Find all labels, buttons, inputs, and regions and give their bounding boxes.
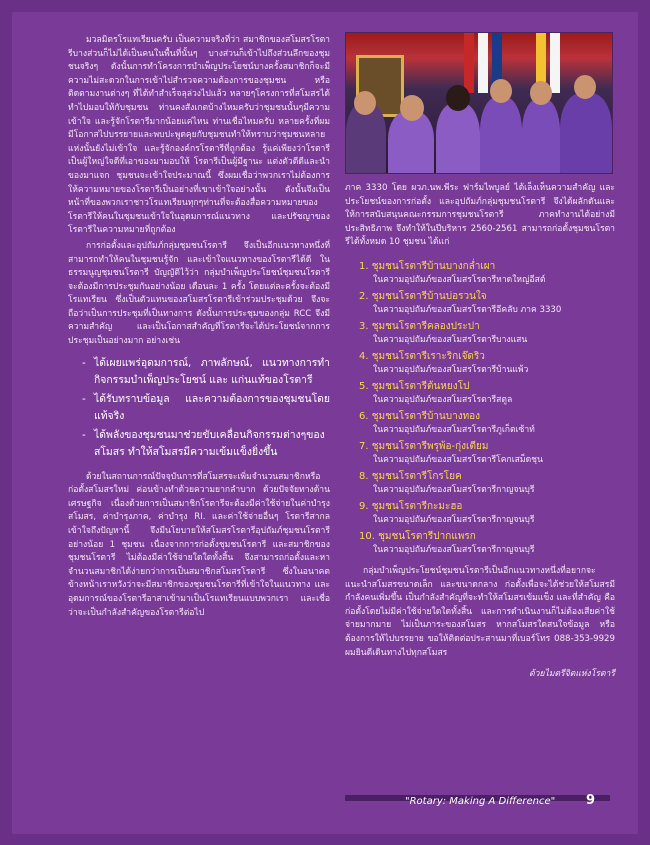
footer-tagline: "Rotary: Making A Difference" [405,796,556,807]
signature: ด้วยไมตรีจิตแห่งโรตารี [529,669,615,680]
club-name: 9. ชุมชนโรตารีกะมะฮอ [359,500,463,512]
club-list-item [345,380,615,407]
benefits-list [68,355,330,461]
club-list-item [345,320,615,347]
person-figure [436,103,480,174]
magazine-page [12,12,638,834]
club-list-item [345,470,615,497]
rcc-paragraph: การก่อตั้งและอุปถัมภ์กลุ่มชุมชนโรตารี จึงเป็นอีกแนวทางหนึ่งที่สามารถทำให้คนในชุมชนรู้จัก และเข้าใจแนวทางของโรตารีได้ดี ในธรรมนูญชุมชนโรตารี บัญญัติไว้ว่า กลุ่มบำเพ็ญประโยชน์ชุมชนโรตารี จะต้องมีการประชุมกันอย่างน้อย เดือนละ 1 ครั้ง โดยแต่ละครั้งจะต้องมีโรแทเรียน ซึ่งเป็นตัวแทนของสโมสรโรตารีเข้าร่วมประชุมด้วย จึงจะถือว่าเป็นการประชุมที่เป็นทางการ ดังนั้นการประชุมของกลุ่ม RCC จึงมีความสำคัญ และเป็นโอกาสสำคัญที่โรตารีจะได้ประโยชน์จากการประชุมเป็นอย่างมาก อย่างเช่น [68,240,330,347]
club-name: 7. ชุมชนโรตารีพรุพ้อ-กุ่งเตียม [359,440,489,452]
benefit-item: - ได้เผยแพร่อุดมการณ์, ภาพลักษณ์, แนวทางการทำกิจกรรมบำเพ็ญประโยชน์ และ แก่นแท้ของโรตารี [82,355,330,389]
club-list-item [345,440,615,467]
club-list-item [345,410,615,437]
person-head [400,95,424,121]
left-column [68,34,330,622]
club-sponsor: ในความอุปถัมภ์ของสโมสรโรตารีโคกเสม็ดชุน [373,454,543,465]
club-sponsor: ในความอุปถัมภ์ของสโมสรโรตารีภูเก็ตเซ้าท์ [373,424,535,435]
person-head [530,81,552,105]
club-name: 5. ชุมชนโรตารีต้นหยงโป [359,380,470,392]
club-sponsor: ในความอุปถัมภ์ของสโมสรโรตารีกาญจนบุรี [373,544,535,555]
club-name: 2. ชุมชนโรตารีบ้านบ่อรวนใจ [359,290,487,302]
club-sponsor: ในความอุปถัมภ์ของสโมสรโรตารีบ้านแพ้ว [373,364,529,375]
club-list-item [345,290,615,317]
flag-shape [464,33,474,93]
club-name: 1. ชุมชนโรตารีบ้านบางกล่ำเผา [359,260,496,272]
club-name: 10. ชุมชนโรตารีปากแพรก [359,530,476,542]
person-figure [522,99,560,174]
group-photo [345,32,613,174]
flag-shape [478,33,488,93]
page-number: 9 [586,793,596,808]
club-list-item [345,530,615,557]
club-sponsor: ในความอุปถัมภ์ของสโมสรโรตารีอีคลับ ภาค 3330 [373,304,562,315]
club-sponsor: ในความอุปถัมภ์ของสโมสรโรตารีหาดใหญ่อีสต์ [373,274,546,285]
right-column [345,32,615,680]
club-name: 3. ชุมชนโรตารีคลองประปา [359,320,480,332]
person-head [446,85,470,111]
club-list-item [345,500,615,527]
club-name: 6. ชุมชนโรตารีบ้านบางทอง [359,410,481,422]
community-club-list [345,260,615,557]
person-head [574,75,596,99]
person-head [354,91,376,115]
intro-paragraph: มวลมิตรโรแทเรียนครับ เป็นความจริงที่ว่า สมาชิกของสโมสรโรตารีบางส่วนก็ไม่ได้เป็นคนในพื้นที่นั้นๆ บางส่วนก็เข้าไปถึงส่วนลึกของชุมชนจริงๆ ดังนั้นการทำโครงการบำเพ็ญประโยชน์บางครั้งสมาชิกก็จะมีความไม่สะดวกในการเข้าไปสำรวจความต้องการของชุมชน หรือติดตามงานต่างๆ ที่ได้ทำสำเร็จลุล่วงไปแล้ว หลายๆโครงการที่สโมสรได้ทำไปมอบให้กับชุมชน ท่านคงสังเกตบ้างไหมครับว่าชุมชนนั้นๆมีความเข้าใจ และรู้จักโรตารีมากน้อยแค่ไหน ท่านเชื่อไหมครับ หลายครั้งที่ผมมีโอกาสไปบรรยายและพบปะพูดคุยกับชุมชนทำให้ทราบว่าชุมชนหลายแห่งนั้นยังไม่เข้าใจ และรู้จักองค์กรโรตารีที่ถูกต้อง รู้แค่เพียงว่าโรตารีเป็นผู้ใหญ่ใจดีที่เอาของมามอบให้ โรตารีเป็นผู้มีฐานะ แต่งตัวดีดีและนำของมาแจก ชุมชนจะเข้าใจประมาณนี้ ซึ่งผมเชื่อว่าพวกเราไม่ต้องการให้ความหมายของโรตารีเป็นอย่างที่เขาเข้าใจอย่างนั้น ดังนั้นจึงเป็นหน้าที่ของพวกเราชาวโรแทเรียนทุกๆท่านที่จะต้องสื่อความหมายของโรตารีให้คนในชุมชนเข้าใจในอุดมการณ์แนวทาง และปรัชญาของโรตารีในความหมายที่ถูกต้อง [68,35,330,236]
club-name: 8. ชุมชนโรตารีโกรโยค [359,470,462,482]
person-figure [560,93,612,174]
benefit-item: - ได้พลังของชุมชนมาช่วยขับเคลื่อนกิจกรรมต่างๆของสโมสร ทำให้สโมสรมีความเข้มแข็งยิ่งขึ้น [82,427,330,461]
person-figure [480,97,522,174]
benefit-item: - ได้รับทราบข้อมูล และความต้องการของชุมชนโดยแท้จริง [82,391,330,425]
club-name: 4. ชุมชนโรตารีเราะริกเจ๊ดริว [359,350,485,362]
club-list-item [345,260,615,287]
person-head [490,79,512,103]
club-sponsor: ในความอุปถัมภ์ของสโมสรโรตารีสตูล [373,394,513,405]
club-sponsor: ในความอุปถัมภ์ของสโมสรโรตารีกาญจนบุรี [373,484,535,495]
club-sponsor: ในความอุปถัมภ์ของสโมสรโรตารีบางแสน [373,334,528,345]
district-paragraph: ภาค 3330 โดย ผวภ.นพ.พีระ ฟาร์มไพบูลย์ ได้เล็งเห็นความสำคัญ และประโยชน์ของการก่อตั้ง และอุปถัมภ์กลุ่มชุมชนโรตารี จึงได้ผลักดันและให้การสนับสนุนคณะกรรมการชุมชนโรตารี ภาคทำงานได้อย่างมีประสิทธิภาพ จึงทำให้ในปีบริหาร 2560-2561 สามารถก่อตั้งชุมชนโรตารีได้ทั้งหมด 10 ชุมชน ได้แก่ [345,183,615,248]
flag-shape [550,33,560,93]
membership-paragraph: ด้วยในสถานการณ์ปัจจุบันการที่สโมสรจะเพิ่มจำนวนสมาชิกหรือก่อตั้งสโมสรใหม่ ค่อนข้างทำด้วยความยากลำบาก ด้วยปัจจัยทางด้านเศรษฐกิจ เนื่องด้วยการเป็นสมาชิกโรตารีจะต้องมีค่าใช้จ่ายในค่าบำรุงสโมสร, ค่าบำรุงภาค, ค่าบำรุง RI. และค่าใช้จ่ายอื่นๆ โรตารีสากลเข้าใจถึงปัญหานี้ จึงมีนโยบายให้สโมสรโรตารีอุปถัมภ์ชุมชนโรตารี อย่างน้อย 1 ชุมชน เนื่องจากการก่อตั้งชุมชนโรตารี และสมาชิกของชุมชนโรตารี ไม่ต้องมีค่าใช้จ่ายใดใดทั้งสิ้น จึงสามารถก่อตั้งและหาจำนวนสมาชิกได้ง่ายกว่าการเป็นสมาชิกสโมสรโรตารี ซึ่งในอนาคตข้างหน้าเราหวังว่าจะมีสมาชิกของชุมชนโรตารีที่เข้าใจในแนวทาง และอุดมการณ์ของโรตารีอาสาเข้ามาเป็นโรแทเรียนแบบพวกเรา และเชื่อว่าจะเป็นกำลังสำคัญของโรตารีต่อไป [68,471,330,618]
closing-paragraph: กลุ่มบำเพ็ญประโยชน์ชุมชนโรตารีเป็นอีกแนวทางหนึ่งที่อยากจะแนะนำสโมสรขนาดเล็ก และขนาดกลาง ก่อตั้งเพื่อจะได้ช่วยให้สโมสรมีกำลังคนเพิ่มขึ้น เป็นกำลังสำคัญที่จะทำให้สโมสรเข้มแข็ง และที่สำคัญ คือก่อตั้งโดยไม่มีค่าใช้จ่ายใดใดทั้งสิ้น และการดำเนินงานก็ไม่ต้องเสียค่าใช้จ่ายมากมาย ไม่เป็นภาระของสโมสร หากสโมสรใดสนใจข้อมูล หรือต้องการให้ไปบรรยาย ขอให้ติดต่อประสานมาที่เบอร์โทร 088-353-9929 ผมยินดีเดินทางไปทุกสโมสร [345,565,615,658]
club-list-item [345,350,615,377]
club-sponsor: ในความอุปถัมภ์ของสโมสรโรตารีกาญจนบุรี [373,514,535,525]
